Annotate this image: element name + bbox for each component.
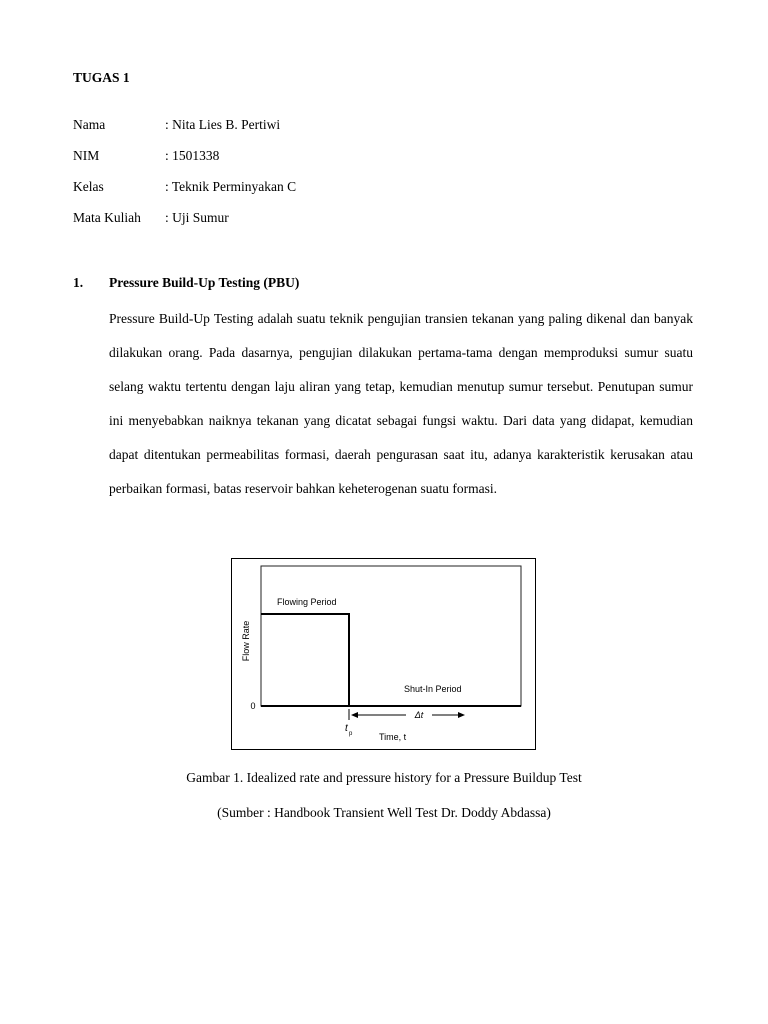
flowing-period-label: Flowing Period: [277, 597, 337, 607]
rate-history-diagram: [232, 559, 534, 748]
info-row-nama: [73, 117, 280, 133]
info-key: NIM: [73, 148, 100, 163]
info-key: Kelas: [73, 179, 104, 194]
shut-in-period-label: Shut-In Period: [404, 684, 462, 694]
plot-frame: [261, 566, 521, 706]
tp-label: t: [345, 723, 348, 734]
arrowhead-left-icon: [351, 712, 358, 718]
info-value: : 1501338: [165, 148, 220, 163]
info-row-kelas: [73, 179, 296, 195]
section-number: 1.: [73, 275, 84, 290]
arrowhead-right-icon: [458, 712, 465, 718]
delta-t-label: Δt: [414, 710, 424, 720]
info-value: : Uji Sumur: [165, 210, 229, 225]
info-value: : Teknik Perminyakan C: [165, 179, 297, 194]
section-paragraph: Pressure Build-Up Testing adalah suatu teknik pengujian transien tekanan yang paling dikenal dan banyak dilakukan orang. Pada dasarnya, pengujian dilakukan pertama-tama dengan memproduksi sumur suatu selang waktu tertentu dengan laju aliran yang tetap, kemudian menutup sumur tersebut. Penutupan sumur ini menyebabkan naiknya tekanan yang dicatat sebagai fungsi waktu. Dari data yang didapat, kemudian dapat ditentukan permeabilitas formasi, daerah pengurasan saat itu, adanya karakteristik kerusakan atau perbaikan formasi, batas reservoir bahkan keheterogenan suatu formasi.: [109, 311, 693, 496]
figure-rate-history: [231, 558, 536, 750]
figure-caption: Gambar 1. Idealized rate and pressure history for a Pressure Buildup Test: [186, 770, 582, 785]
zero-label: 0: [250, 701, 256, 711]
document-title: TUGAS 1: [73, 70, 130, 85]
info-row-mata-kuliah: [73, 210, 229, 226]
flow-rate-step: [261, 614, 349, 706]
section-title: Pressure Build-Up Testing (PBU): [109, 275, 300, 290]
y-axis-label: Flow Rate: [241, 620, 251, 662]
x-axis-label: Time, t: [379, 732, 407, 742]
tp-subscript: p: [349, 731, 353, 737]
info-key: Mata Kuliah: [73, 210, 141, 225]
info-value: : Nita Lies B. Pertiwi: [165, 117, 281, 132]
info-row-nim: [73, 148, 219, 164]
info-key: Nama: [73, 117, 106, 132]
figure-source: (Sumber : Handbook Transient Well Test Dr. Doddy Abdassa): [217, 805, 551, 820]
